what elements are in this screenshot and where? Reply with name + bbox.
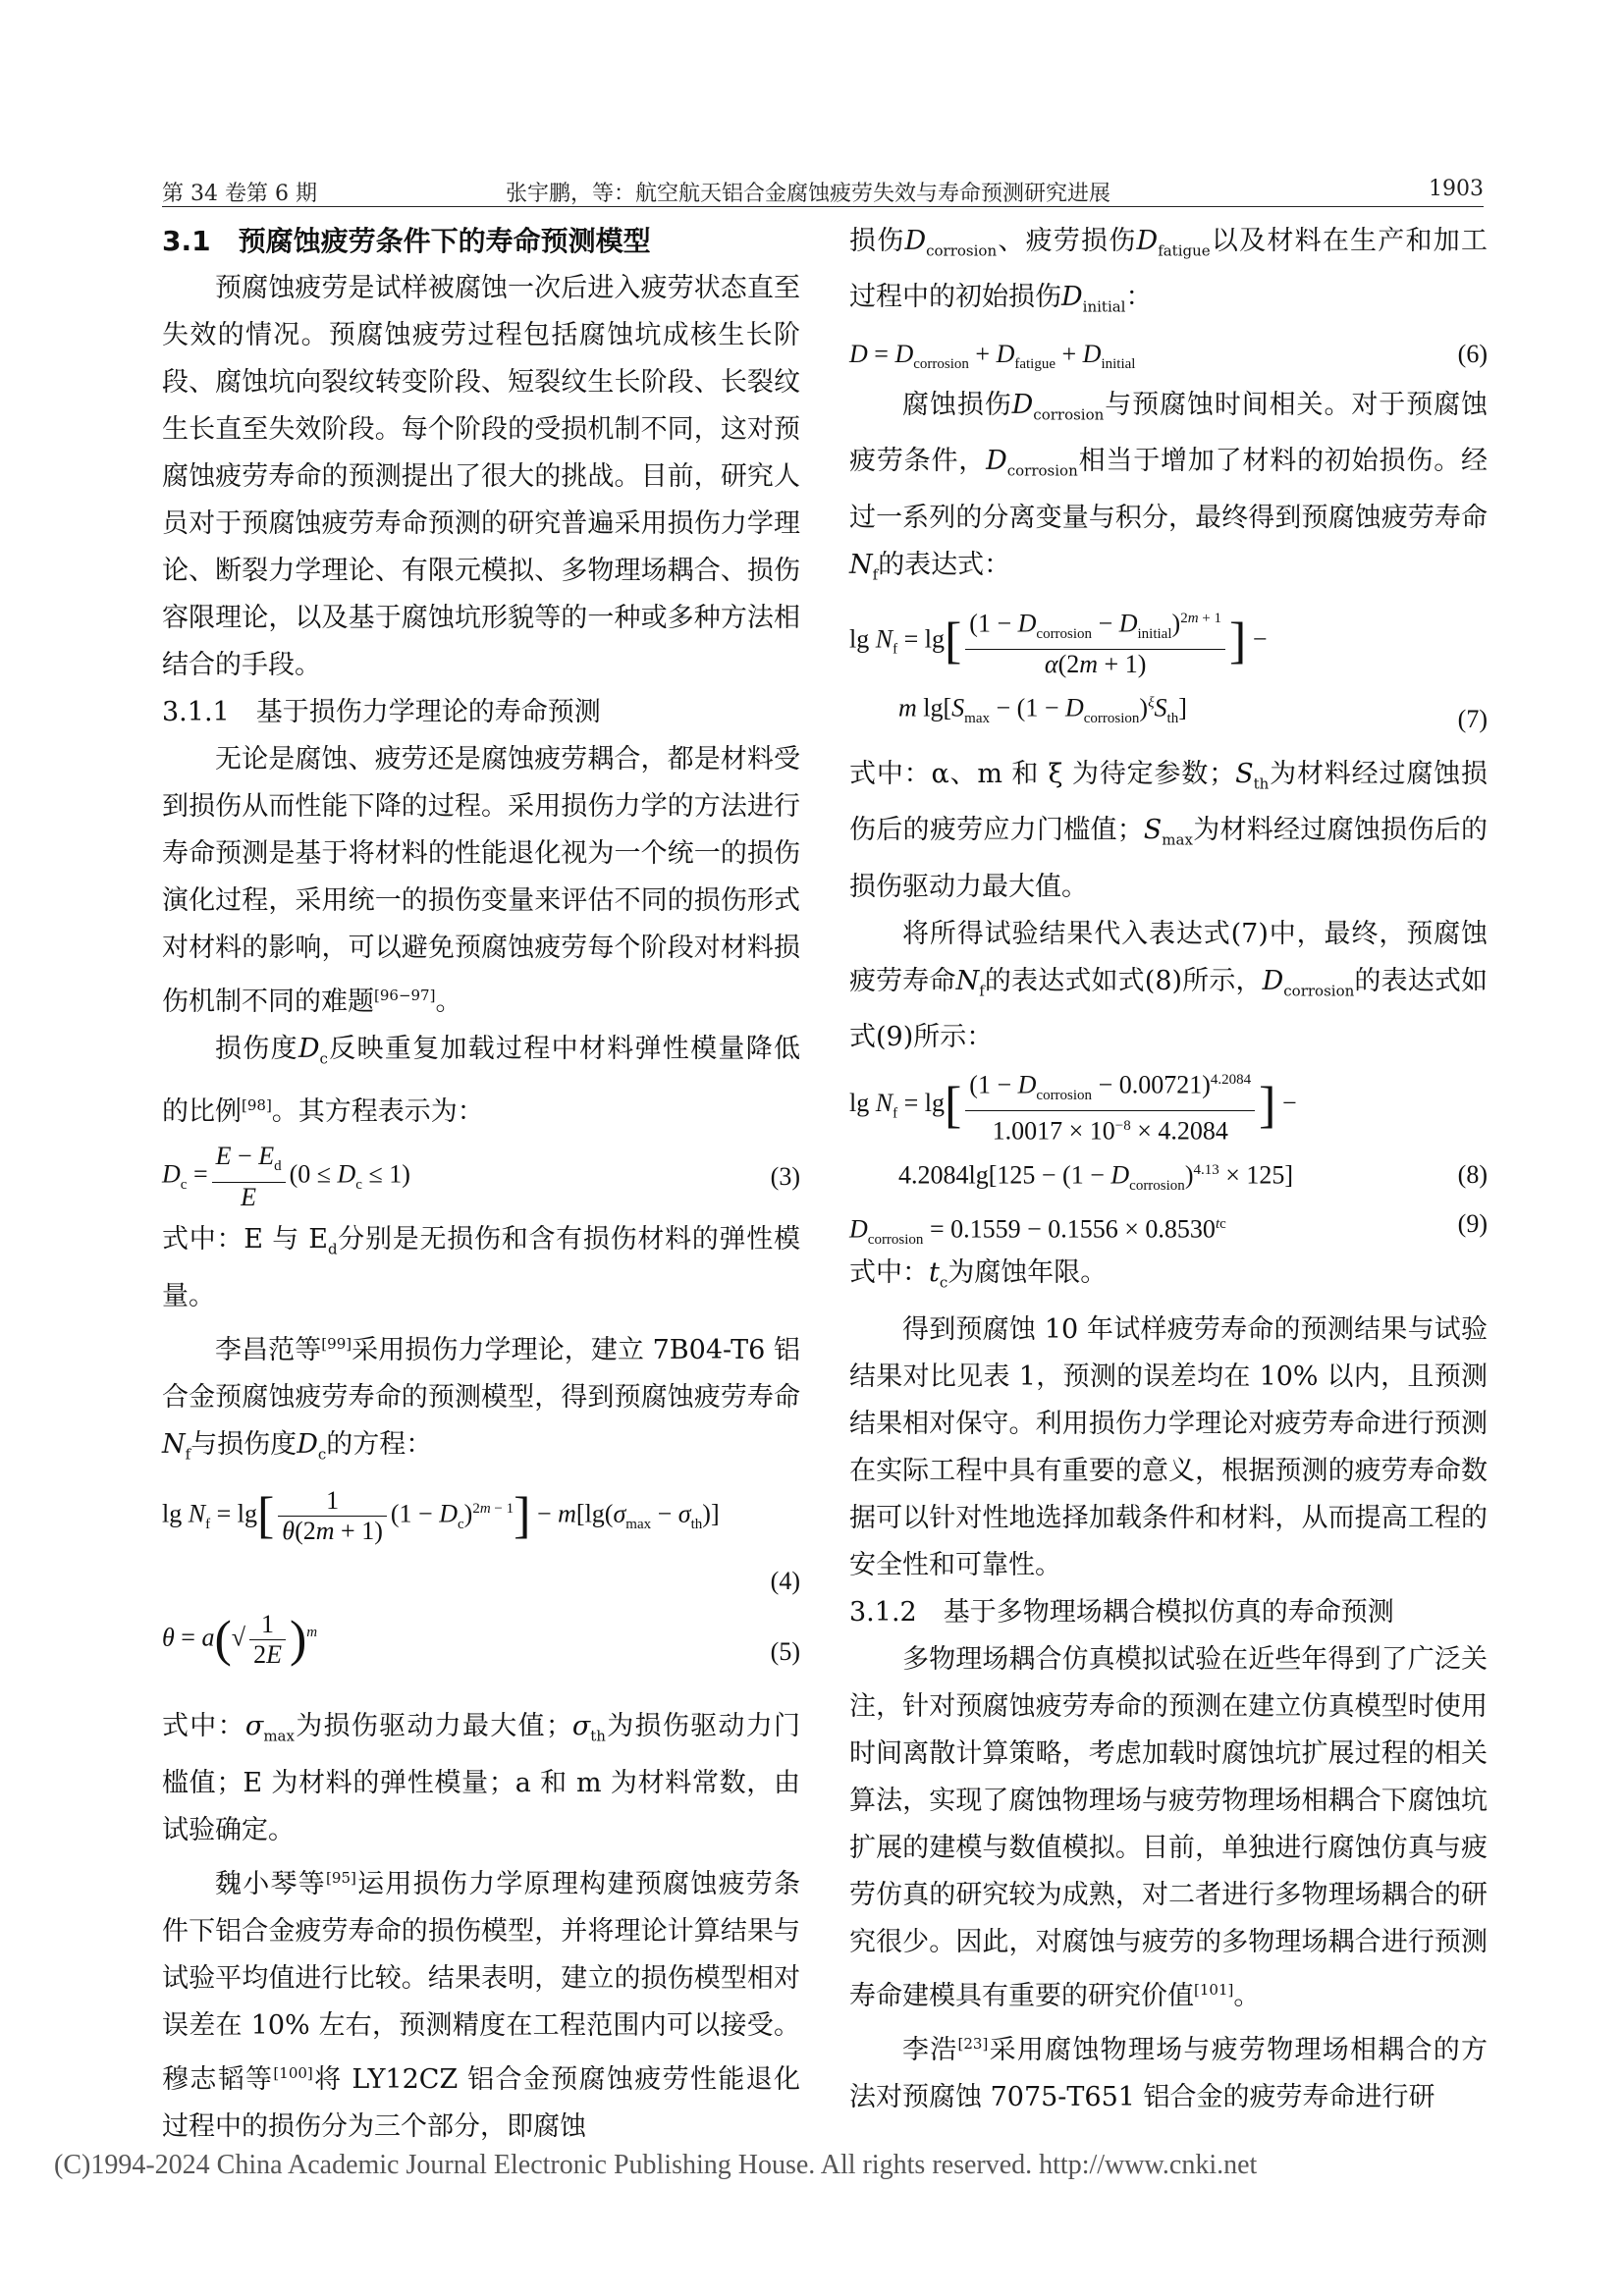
paragraph: 式中：$t_c$为腐蚀年限。 — [849, 1257, 1108, 1292]
subsection-heading: 3.1.1 基于损伤力学理论的寿命预测 — [162, 697, 601, 727]
paragraph: 腐蚀损伤$D_{corrosion}$与预腐蚀时间相关。对于预腐蚀疲劳条件，$D_{corrosion}$相当于增加了材料的初始损伤。经过一系列的分离变量与积分，最终得到预腐蚀疲劳寿命$N_f$的表达式： — [849, 389, 1489, 583]
equation-number: (4) — [770, 1567, 800, 1596]
equation-6: $D = D_{corrosion} + D_{fatigue} + D_{initial}$ (6) — [849, 331, 1488, 382]
citation[interactable]: [23] — [957, 2034, 989, 2053]
running-title: 张宇鹏，等：航空航天铝合金腐蚀疲劳失效与寿命预测研究进展 — [506, 182, 1111, 206]
equation-number: (8) — [1457, 1160, 1488, 1190]
equation-5: θ = a(√ $\frac{1}{2E}$ )$^m$ (5) — [162, 1603, 800, 1703]
paragraph: 李昌范等[99]采用损伤力学理论，建立 7B04-T6 铝合金预腐蚀疲劳寿命的预测模型，得到预腐蚀疲劳寿命$N_f$与损伤度$D_c$的方程： — [162, 1334, 801, 1464]
equation-4: $\lg N_f = \lg$[ $\frac{1}{\theta(2m + 1)}$ $(1 - D_c)^{2m - 1}] - m[\lg(\sigma_{max} - \sigma_{th})]$ (4) — [162, 1477, 800, 1603]
paragraph: 预腐蚀疲劳是试样被腐蚀一次后进入疲劳状态直至失效的情况。预腐蚀疲劳过程包括腐蚀坑成核生长阶段、腐蚀坑向裂纹转变阶段、短裂纹生长阶段、长裂纹生长直至失效阶段。每个阶段的受损机制不同，这对预腐蚀疲劳寿命的预测提出了很大的挑战。目前，研究人员对于预腐蚀疲劳寿命预测的研究普遍采用损伤力学理论、断裂力学理论、有限元模拟、多物理场耦合、损伤容限理论，以及基于腐蚀坑形貌等的一种或多种方法相结合的手段。 — [162, 273, 800, 680]
citation[interactable]: [100] — [273, 2063, 313, 2082]
left-column — [162, 218, 800, 2151]
equation-number: (7) — [1457, 704, 1488, 733]
equation-9: $D_{corrosion} = 0.1559 - 0.1556 \times 0.8530^{tc}$ (9) — [849, 1201, 1488, 1250]
paragraph: 将所得试验结果代入表达式(7)中，最终，预腐蚀疲劳寿命$N_f$的表达式如式(8)所示，$D_{corrosion}$的表达式如式(9)所示： — [849, 918, 1489, 1053]
equation-7: $\lg N_f = \lg$[ $\frac{(1 - D_{corrosion} - D_{initial})^{2m + 1}}{\alpha(2m + 1)}$ ] − m $\lg[S_{max} - (1 - D_{corrosion})^\xi S_{th}]$ (7) — [849, 598, 1488, 751]
citation[interactable]: [98] — [242, 1096, 272, 1115]
paragraph: 损伤$D_{corrosion}$、疲劳损伤$D_{fatigue}$以及材料在生产和加工过程中的初始损伤$D_{initial}$： — [849, 226, 1488, 316]
citation[interactable]: [99] — [321, 1334, 352, 1353]
subsection-heading: 3.1.2 基于多物理场耦合模拟仿真的寿命预测 — [849, 1596, 1394, 1628]
equation-number: (3) — [770, 1162, 800, 1192]
copyright-footer: (C)1994-2024 China Academic Journal Electronic Publishing House. All rights reserved. http://www.cnki.net — [54, 2150, 1258, 2180]
volume-issue: 第 34 卷第 6 期 — [162, 182, 317, 206]
header-rule — [162, 206, 1484, 207]
citation[interactable]: [96−97] — [374, 987, 436, 1004]
equation-8: $\lg N_f = \lg$[ $\frac{(1 - D_{corrosion} - 0.00721)^{4.2084}}{1.0017 \times 10^{-8} \times 4.2084}$ ] − $4.2084\lg[125 - (1 - D_{corrosion})^{4.13} \times 125]$ (8) — [849, 1061, 1488, 1201]
equation-number: (5) — [770, 1637, 800, 1667]
page-number: 1903 — [1429, 177, 1484, 201]
paragraph: 式中：E 与 $E_d$分别是无损伤和含有损伤材料的弹性模量。 — [162, 1224, 800, 1311]
section-heading: 3.1 预腐蚀疲劳条件下的寿命预测模型 — [162, 225, 651, 257]
equation-number: (9) — [1457, 1209, 1488, 1239]
right-column — [849, 218, 1488, 2121]
equation-3: $D_c$ = $\frac{E - E_d}{E}$ $(0 \le D_c \le 1)$ (3) — [162, 1142, 800, 1211]
running-header — [162, 177, 1484, 216]
paragraph: 损伤度$D_c$反映重复加载过程中材料弹性模量降低的比例[98]。其方程表示为： — [162, 1034, 800, 1128]
citation[interactable]: [95] — [326, 1868, 356, 1887]
equation-number: (6) — [1457, 339, 1488, 368]
paragraph: 式中：α、m 和 ξ 为待定参数；$S_{th}$为材料经过腐蚀损伤后的疲劳应力门槛值；$S_{max}$为材料经过腐蚀损伤后的损伤驱动力最大值。 — [849, 758, 1489, 902]
paragraph: 无论是腐蚀、疲劳还是腐蚀疲劳耦合，都是材料受到损伤从而性能下降的过程。采用损伤力学的方法进行寿命预测是基于将材料的性能退化视为一个统一的损伤演化过程，采用统一的损伤变量来评估不同的损伤形式对材料的影响，可以避免预腐蚀疲劳每个阶段对材料损伤机制不同的难题[96−97]。 — [162, 744, 800, 1017]
citation[interactable]: [101] — [1194, 1980, 1234, 1999]
paragraph: 李浩[23]采用腐蚀物理场与疲劳物理场相耦合的方法对预腐蚀 7075-T651 铝合金的疲劳寿命进行研 — [849, 2034, 1489, 2112]
paragraph: 魏小琴等[95]运用损伤力学原理构建预腐蚀疲劳条件下铝合金疲劳寿命的损伤模型，并将理论计算结果与试验平均值进行比较。结果表明，建立的损伤模型相对误差在 10% 左右，预测精度在工程范围内可以接受。穆志韬等[100]将 LY12CZ 铝合金预腐蚀疲劳性能退化过程中的损伤分为三个部分，即腐蚀 — [162, 1868, 801, 2142]
paragraph: 多物理场耦合仿真模拟试验在近些年得到了广泛关注，针对预腐蚀疲劳寿命的预测在建立仿真模型时使用时间离散计算策略，考虑加载时腐蚀坑扩展过程的相关算法，实现了腐蚀物理场与疲劳物理场相耦合下腐蚀坑扩展的建模与数值模拟。目前，单独进行腐蚀仿真与疲劳仿真的研究较为成熟，对二者进行多物理场耦合的研究很少。因此，对腐蚀与疲劳的多物理场耦合进行预测寿命建模具有重要的研究价值[101]。 — [849, 1643, 1488, 2011]
paragraph: 式中：$\sigma_{max}$为损伤驱动力最大值；$\sigma_{th}$为损伤驱动力门槛值；E 为材料的弹性模量；a 和 m 为材料常数，由试验确定。 — [162, 1711, 801, 1845]
paragraph: 得到预腐蚀 10 年试样疲劳寿命的预测结果与试验结果对比见表 1，预测的误差均在 10% 以内，且预测结果相对保守。利用损伤力学理论对疲劳寿命进行预测在实际工程中具有重要的意义，根据预测的疲劳寿命数据可以针对性地选择加载条件和材料，从而提高工程的安全性和可靠性。 — [849, 1313, 1488, 1580]
